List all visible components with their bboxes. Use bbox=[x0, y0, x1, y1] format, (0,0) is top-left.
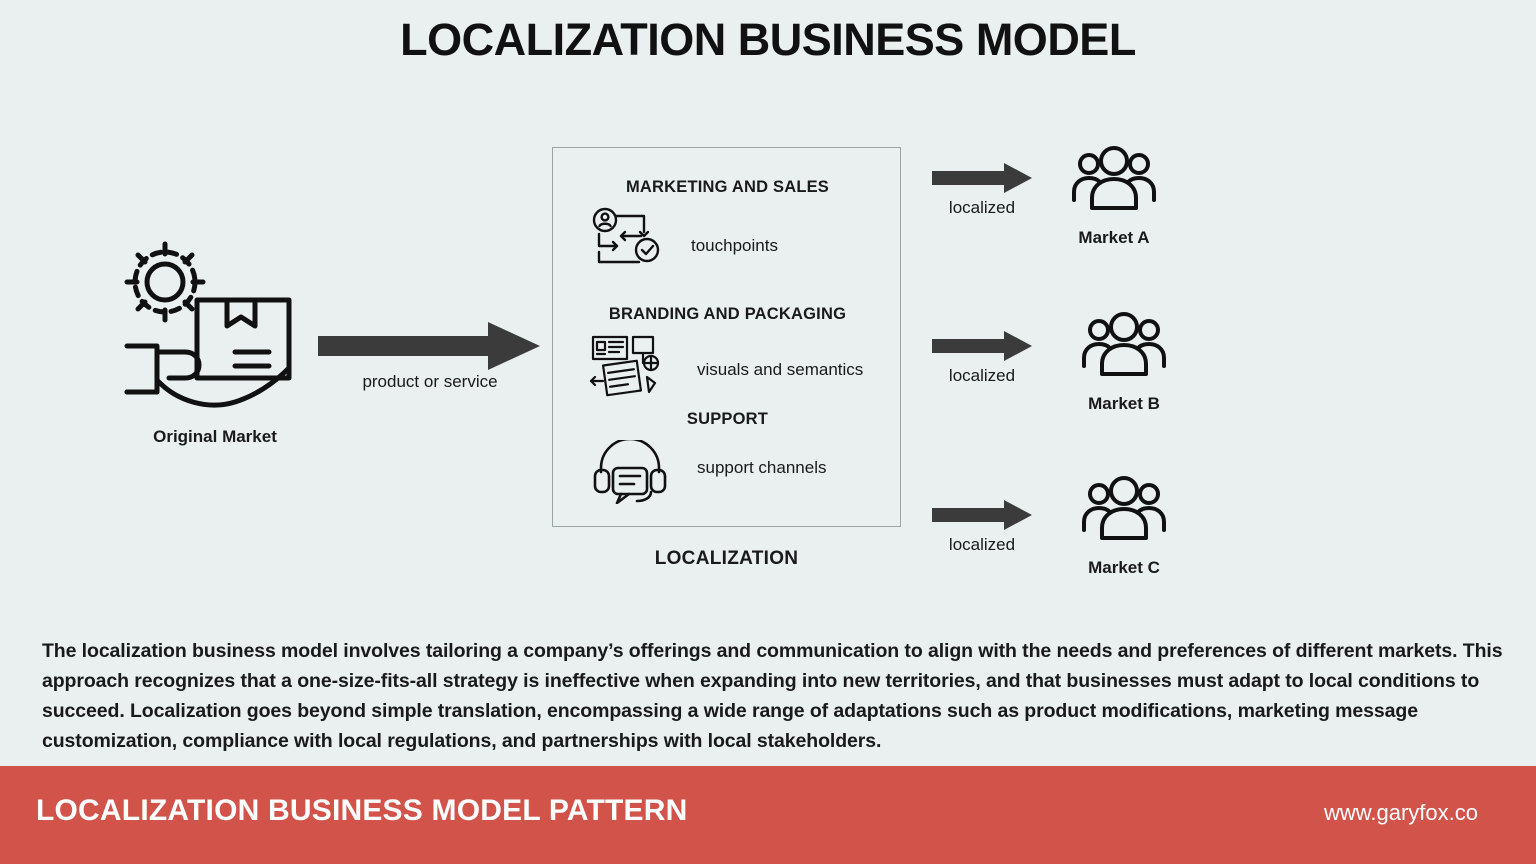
people-group-icon bbox=[1034, 306, 1214, 384]
localized-arrow-b bbox=[932, 331, 1032, 361]
original-market-block bbox=[110, 240, 320, 447]
page-title: LOCALIZATION BUSINESS MODEL bbox=[400, 14, 1136, 65]
design-assets-icon bbox=[589, 333, 671, 404]
localized-arrow-c bbox=[932, 500, 1032, 530]
visuals-and-semantics-label: visuals and semantics bbox=[697, 360, 864, 379]
market-b-block bbox=[1034, 306, 1214, 414]
market-b-label: Market B bbox=[1088, 394, 1160, 413]
original-market-label: Original Market bbox=[153, 427, 277, 446]
footer-band bbox=[0, 766, 1536, 864]
section-title-branding-and-packaging: BRANDING AND PACKAGING bbox=[608, 305, 847, 323]
support-channels-label: support channels bbox=[697, 458, 827, 477]
hand-holding-box-with-gear-icon bbox=[110, 240, 320, 415]
market-a-block bbox=[1024, 140, 1204, 248]
headset-support-icon bbox=[591, 440, 669, 509]
touchpoints-label: touchpoints bbox=[691, 236, 778, 255]
market-a-label: Market A bbox=[1078, 228, 1150, 247]
customer-touchpoints-flow-icon bbox=[591, 206, 671, 279]
footer-title: LOCALIZATION BUSINESS MODEL PATTERN bbox=[36, 794, 688, 827]
localization-caption: LOCALIZATION bbox=[654, 548, 799, 569]
market-c-block bbox=[1034, 470, 1214, 578]
product-or-service-label: product or service bbox=[362, 372, 498, 391]
footer-url[interactable]: www.garyfox.co bbox=[1323, 800, 1478, 825]
localization-box bbox=[552, 147, 901, 527]
section-title-marketing-and-sales: MARKETING AND SALES bbox=[625, 178, 830, 196]
localized-label-a: localized bbox=[948, 198, 1016, 217]
market-c-label: Market C bbox=[1088, 558, 1160, 577]
localized-label-c: localized bbox=[948, 535, 1016, 554]
description-paragraph: The localization business model involves tailoring a company’s offerings and communication to align with the needs and preferences of different markets. This approach recognizes that a one-size-fits-all strategy is ineffective when expanding into new territories, and that businesses must adapt to local conditions to succeed. Localization goes beyond simple translation, encompassing a wide range of adaptations such as product modifications, marketing message customization, compliance with local regulations, and partnerships with local stakeholders. bbox=[42, 640, 1503, 752]
localized-arrow-a bbox=[932, 163, 1032, 193]
right-arrow-icon bbox=[318, 322, 540, 370]
people-group-icon bbox=[1034, 470, 1214, 548]
section-title-support: SUPPORT bbox=[686, 410, 769, 428]
people-group-icon bbox=[1024, 140, 1204, 218]
localized-label-b: localized bbox=[948, 366, 1016, 385]
